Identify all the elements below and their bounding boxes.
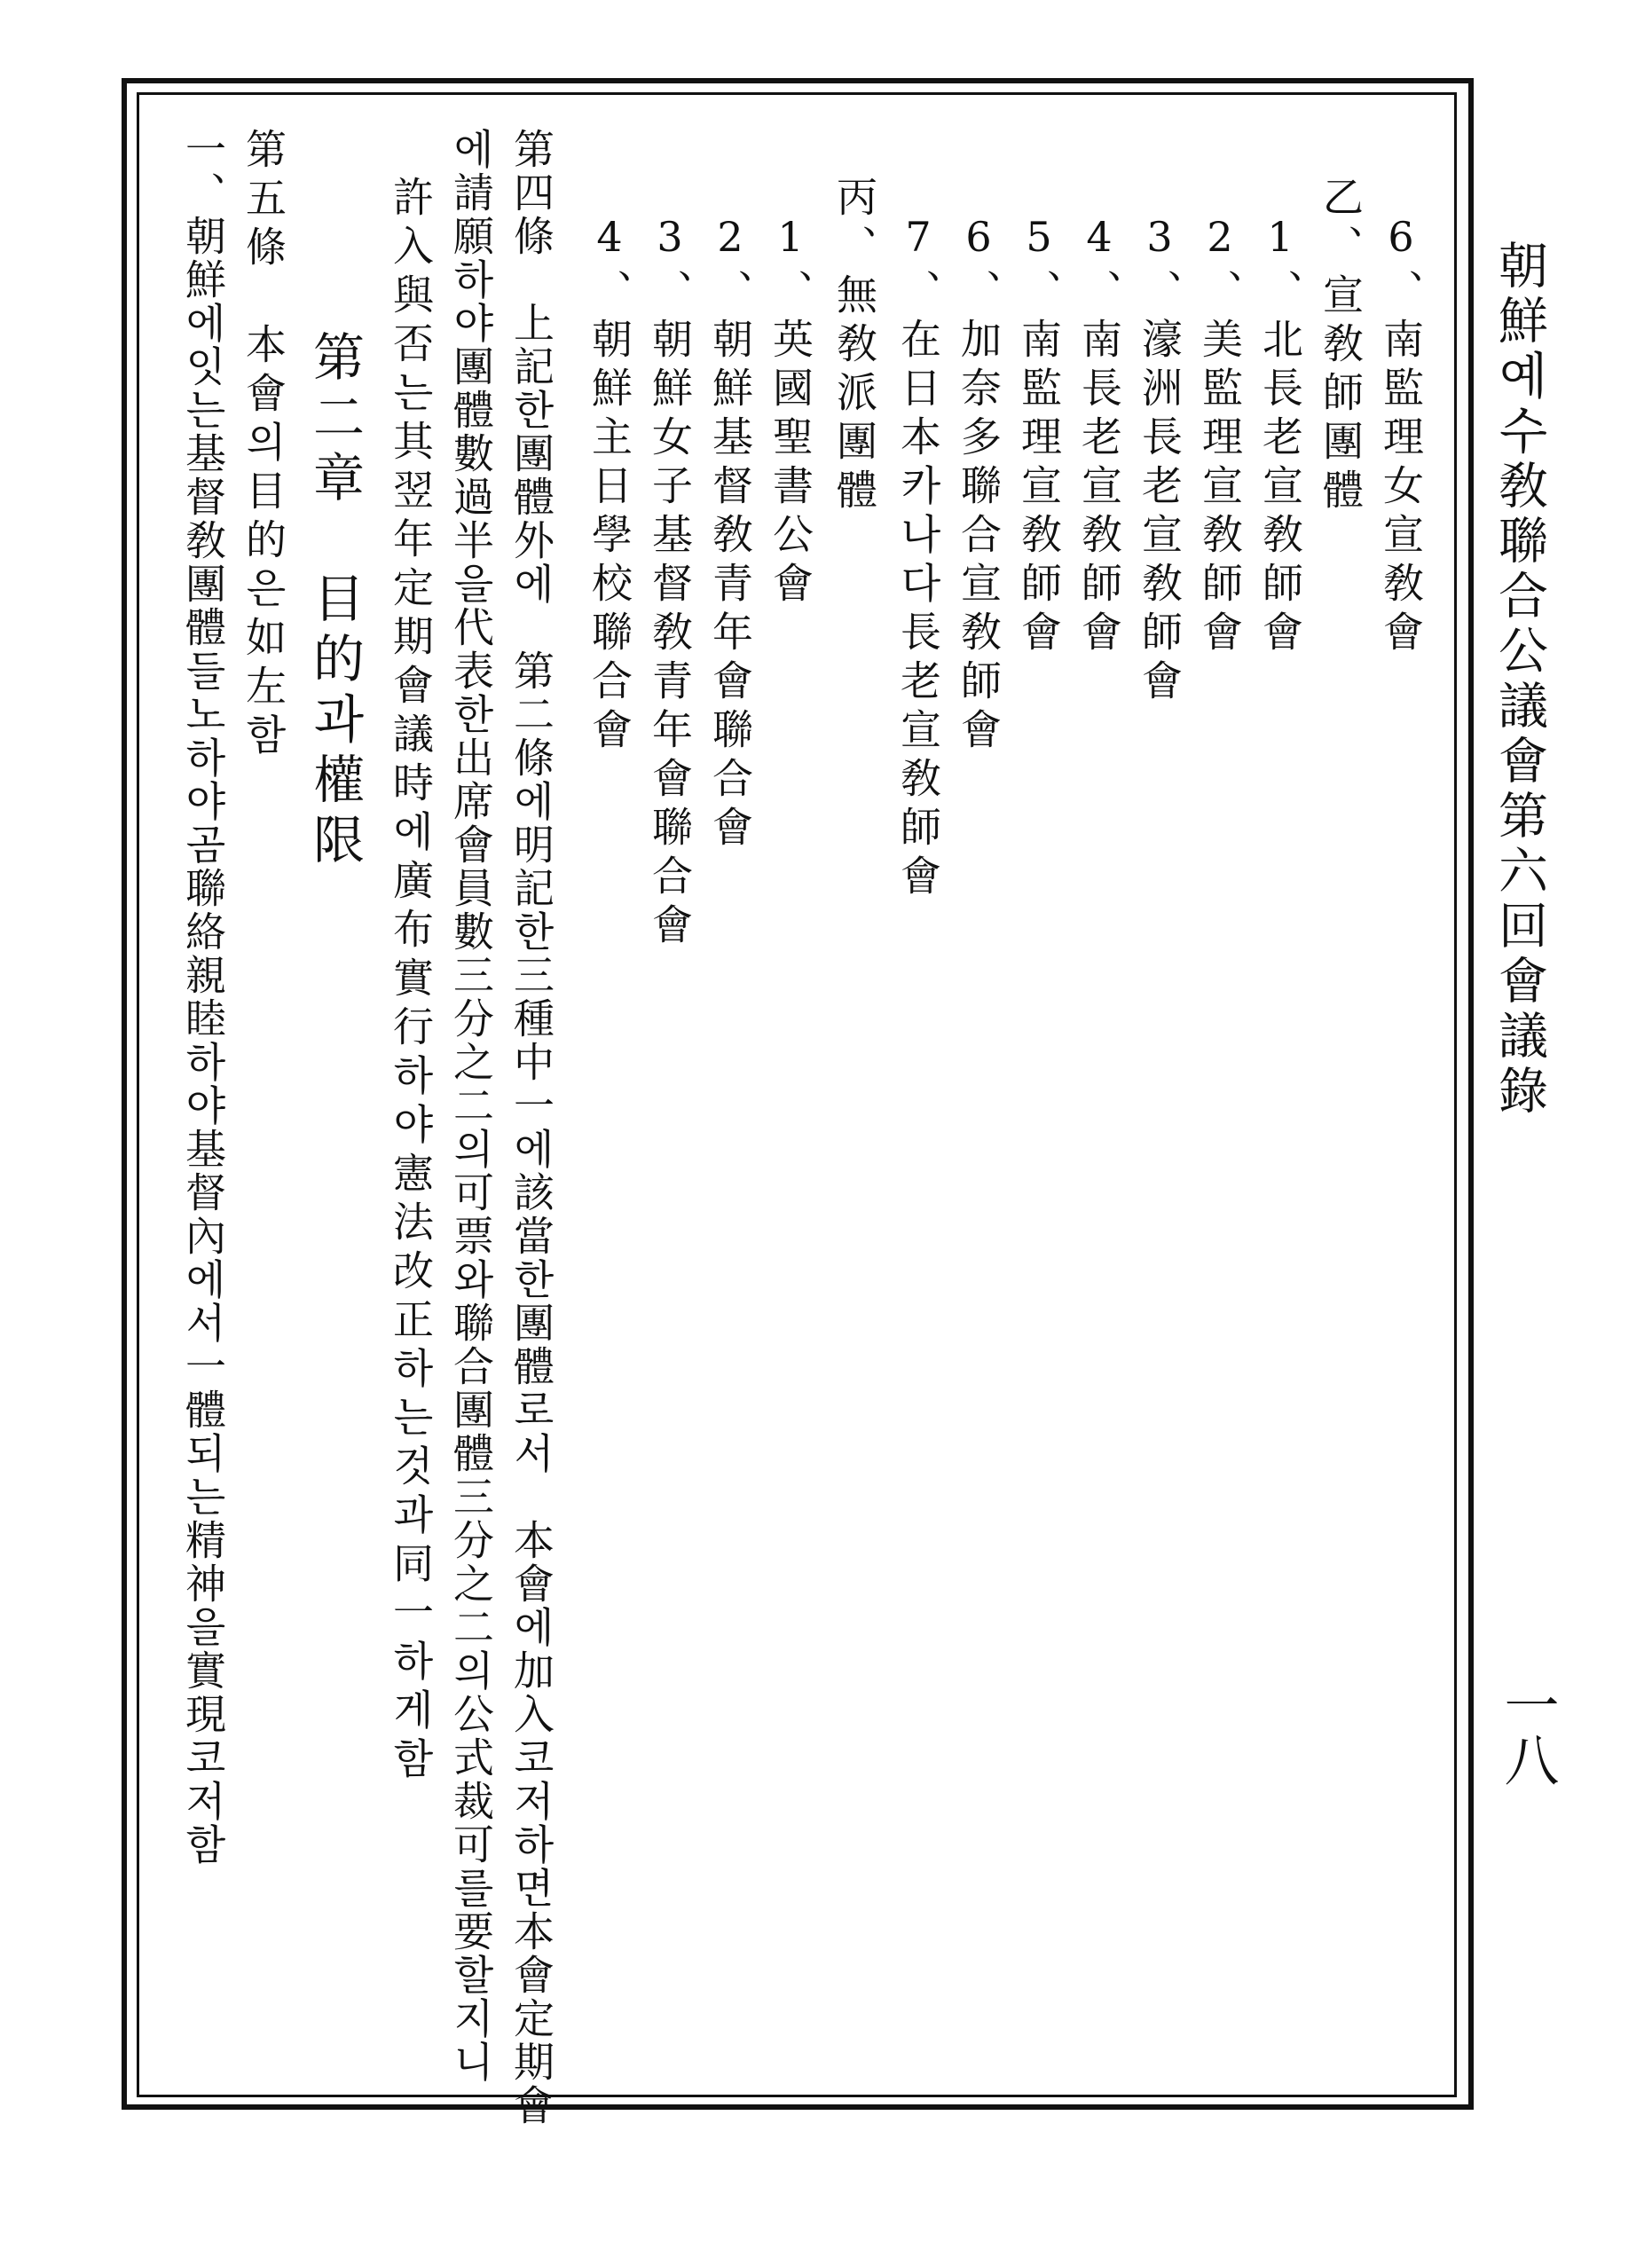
running-title: 朝鮮예수敎聯合公議會第六回會議錄 — [1491, 240, 1548, 1120]
list-item: 5、南監理宣敎師會 — [1015, 213, 1063, 659]
list-item: 7、在日本카나다長老宣敎師會 — [894, 213, 942, 903]
list-item: 2、美監理宣敎師會 — [1196, 213, 1244, 659]
article-4-line-3: 許入與否는其翌年定期會議時에廣布實行하야憲法改正하는것과同一하게함 — [387, 176, 435, 1786]
list-item: 4、南長老宣敎師會 — [1075, 213, 1123, 659]
list-item: 乙、宣敎師團體 — [1317, 176, 1365, 517]
list-item: 6、加奈多聯合宣敎師會 — [955, 213, 1003, 757]
page-number: 一八 — [1495, 1677, 1560, 1787]
article-4-line-1: 第四條 上記한團體外에 第二條에明記한三種中一에該當한團體로서 本會에加入코저하면本會定期會 — [507, 128, 555, 2127]
chapter-heading: 第二章 目的과權限 — [304, 330, 365, 873]
list-item: 3、朝鮮女子基督敎青年會聯合會 — [646, 213, 694, 952]
list-item: 4、朝鮮主日學校聯合會 — [586, 213, 633, 757]
list-item: 2、朝鮮基督敎青年會聯合會 — [706, 213, 754, 854]
list-item: 3、濠洲長老宣敎師會 — [1136, 213, 1184, 708]
list-item: 1、英國聖書公會 — [767, 213, 814, 610]
article-5-item-1: 一、朝鮮에잇는基督敎團體들노하야곰聯絡親睦하야基督內에서一體되는精神을實現코저함 — [179, 128, 227, 1867]
list-item: 6、南監理女宣敎會 — [1377, 213, 1425, 659]
list-item: 丙、無敎派團體 — [830, 176, 878, 517]
article-5: 第五條 本會의目的은如左함 — [240, 128, 287, 762]
list-item: 1、北長老宣敎師會 — [1256, 213, 1304, 659]
article-4-line-2: 에請願하야團體數過半을代表한出席會員數三分之二의可票와聯合團體三分之二의公式裁可를要할지니 — [447, 128, 495, 2084]
